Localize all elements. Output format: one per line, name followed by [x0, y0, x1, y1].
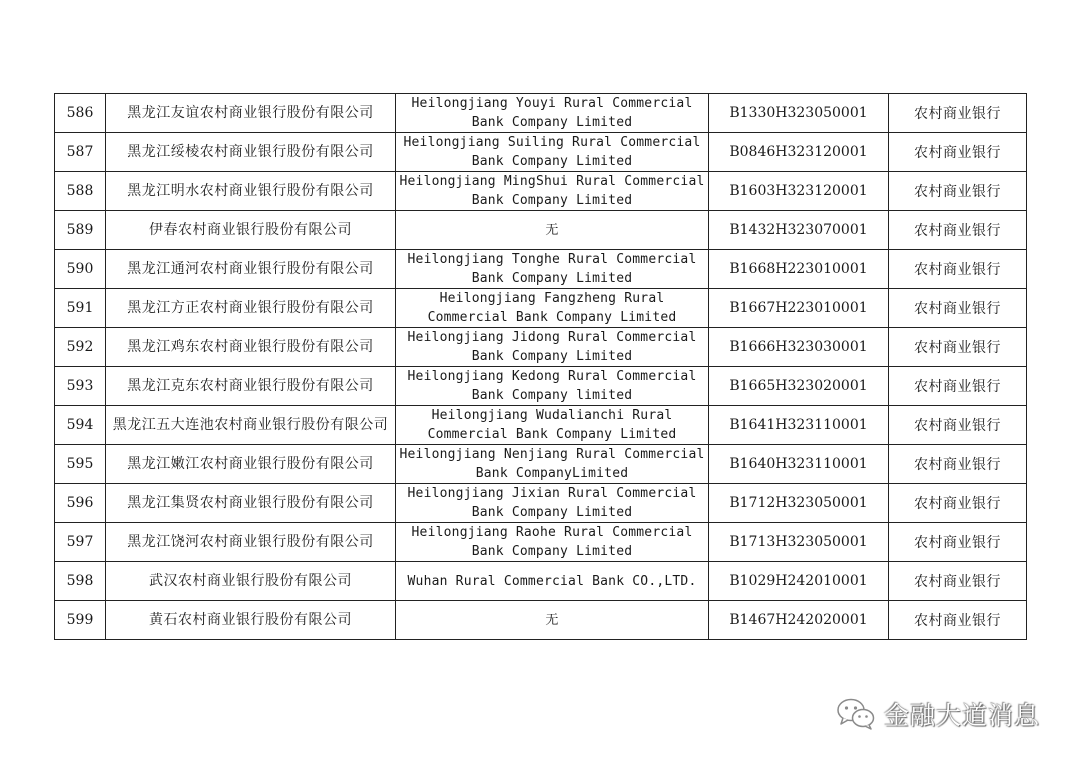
institution-type: 农村商业银行: [889, 601, 1027, 640]
english-name: Heilongjiang Wudalianchi Rural Commercial Bank Company Limited: [396, 406, 709, 445]
row-number: 595: [55, 445, 106, 484]
institution-code: B1640H323110001: [709, 445, 889, 484]
chinese-name: 黑龙江绥棱农村商业银行股份有限公司: [106, 133, 396, 172]
row-number: 586: [55, 94, 106, 133]
table-row: [55, 211, 1027, 250]
row-number: 588: [55, 172, 106, 211]
table-row: [55, 172, 1027, 211]
institution-type: 农村商业银行: [889, 484, 1027, 523]
table-row: [55, 250, 1027, 289]
row-number: 592: [55, 328, 106, 367]
english-name: Heilongjiang Fangzheng Rural Commercial Bank Company Limited: [396, 289, 709, 328]
chinese-name: 武汉农村商业银行股份有限公司: [106, 562, 396, 601]
institution-type: 农村商业银行: [889, 445, 1027, 484]
chinese-name: 黄石农村商业银行股份有限公司: [106, 601, 396, 640]
row-number: 587: [55, 133, 106, 172]
row-number: 593: [55, 367, 106, 406]
row-number: 596: [55, 484, 106, 523]
table-row: [55, 406, 1027, 445]
institution-code: B1330H323050001: [709, 94, 889, 133]
row-number: 591: [55, 289, 106, 328]
chinese-name: 黑龙江明水农村商业银行股份有限公司: [106, 172, 396, 211]
table-row: [55, 523, 1027, 562]
institution-type: 农村商业银行: [889, 133, 1027, 172]
institution-type: 农村商业银行: [889, 523, 1027, 562]
institution-code: B1603H323120001: [709, 172, 889, 211]
institution-type: 农村商业银行: [889, 94, 1027, 133]
institution-type: 农村商业银行: [889, 367, 1027, 406]
chinese-name: 黑龙江鸡东农村商业银行股份有限公司: [106, 328, 396, 367]
table-row: [55, 289, 1027, 328]
table-row: [55, 445, 1027, 484]
institution-code: B1641H323110001: [709, 406, 889, 445]
english-name: Heilongjiang MingShui Rural Commercial Bank Company Limited: [396, 172, 709, 211]
bank-registry-table: [54, 93, 1027, 640]
institution-type: 农村商业银行: [889, 328, 1027, 367]
institution-type: 农村商业银行: [889, 250, 1027, 289]
watermark-text: 金融大道消息: [884, 701, 1041, 730]
institution-code: B1665H323020001: [709, 367, 889, 406]
english-name: Heilongjiang Jidong Rural Commercial Bank Company Limited: [396, 328, 709, 367]
english-name: Heilongjiang Suiling Rural Commercial Bank Company Limited: [396, 133, 709, 172]
chinese-name: 黑龙江饶河农村商业银行股份有限公司: [106, 523, 396, 562]
row-number: 594: [55, 406, 106, 445]
table-row: [55, 367, 1027, 406]
english-name: Heilongjiang Youyi Rural Commercial Bank Company Limited: [396, 94, 709, 133]
english-name: Heilongjiang Jixian Rural Commercial Bank Company Limited: [396, 484, 709, 523]
row-number: 598: [55, 562, 106, 601]
institution-code: B0846H323120001: [709, 133, 889, 172]
chinese-name: 黑龙江集贤农村商业银行股份有限公司: [106, 484, 396, 523]
english-name: 无: [396, 211, 709, 250]
table-row: [55, 133, 1027, 172]
table-row: [55, 601, 1027, 640]
institution-code: B1713H323050001: [709, 523, 889, 562]
wechat-watermark: [836, 694, 1040, 734]
english-name: Heilongjiang Kedong Rural Commercial Bank Company limited: [396, 367, 709, 406]
institution-code: B1712H323050001: [709, 484, 889, 523]
row-number: 589: [55, 211, 106, 250]
institution-type: 农村商业银行: [889, 211, 1027, 250]
table-row: [55, 94, 1027, 133]
english-name: Heilongjiang Tonghe Rural Commercial Bank Company Limited: [396, 250, 709, 289]
table-row: [55, 484, 1027, 523]
institution-code: B1668H223010001: [709, 250, 889, 289]
chinese-name: 伊春农村商业银行股份有限公司: [106, 211, 396, 250]
chinese-name: 黑龙江通河农村商业银行股份有限公司: [106, 250, 396, 289]
chinese-name: 黑龙江方正农村商业银行股份有限公司: [106, 289, 396, 328]
institution-code: B1029H242010001: [709, 562, 889, 601]
chinese-name: 黑龙江克东农村商业银行股份有限公司: [106, 367, 396, 406]
table-row: [55, 562, 1027, 601]
chinese-name: 黑龙江嫩江农村商业银行股份有限公司: [106, 445, 396, 484]
institution-type: 农村商业银行: [889, 172, 1027, 211]
institution-type: 农村商业银行: [889, 406, 1027, 445]
chinese-name: 黑龙江五大连池农村商业银行股份有限公司: [106, 406, 396, 445]
institution-code: B1432H323070001: [709, 211, 889, 250]
institution-code: B1666H323030001: [709, 328, 889, 367]
wechat-icon: [836, 697, 876, 731]
english-name: Heilongjiang Raohe Rural Commercial Bank Company Limited: [396, 523, 709, 562]
institution-code: B1467H242020001: [709, 601, 889, 640]
row-number: 597: [55, 523, 106, 562]
institution-type: 农村商业银行: [889, 289, 1027, 328]
english-name: Wuhan Rural Commercial Bank CO.,LTD.: [396, 562, 709, 601]
row-number: 599: [55, 601, 106, 640]
english-name: Heilongjiang Nenjiang Rural Commercial Bank CompanyLimited: [396, 445, 709, 484]
institution-code: B1667H223010001: [709, 289, 889, 328]
chinese-name: 黑龙江友谊农村商业银行股份有限公司: [106, 94, 396, 133]
english-name: 无: [396, 601, 709, 640]
institution-type: 农村商业银行: [889, 562, 1027, 601]
table-row: [55, 328, 1027, 367]
row-number: 590: [55, 250, 106, 289]
